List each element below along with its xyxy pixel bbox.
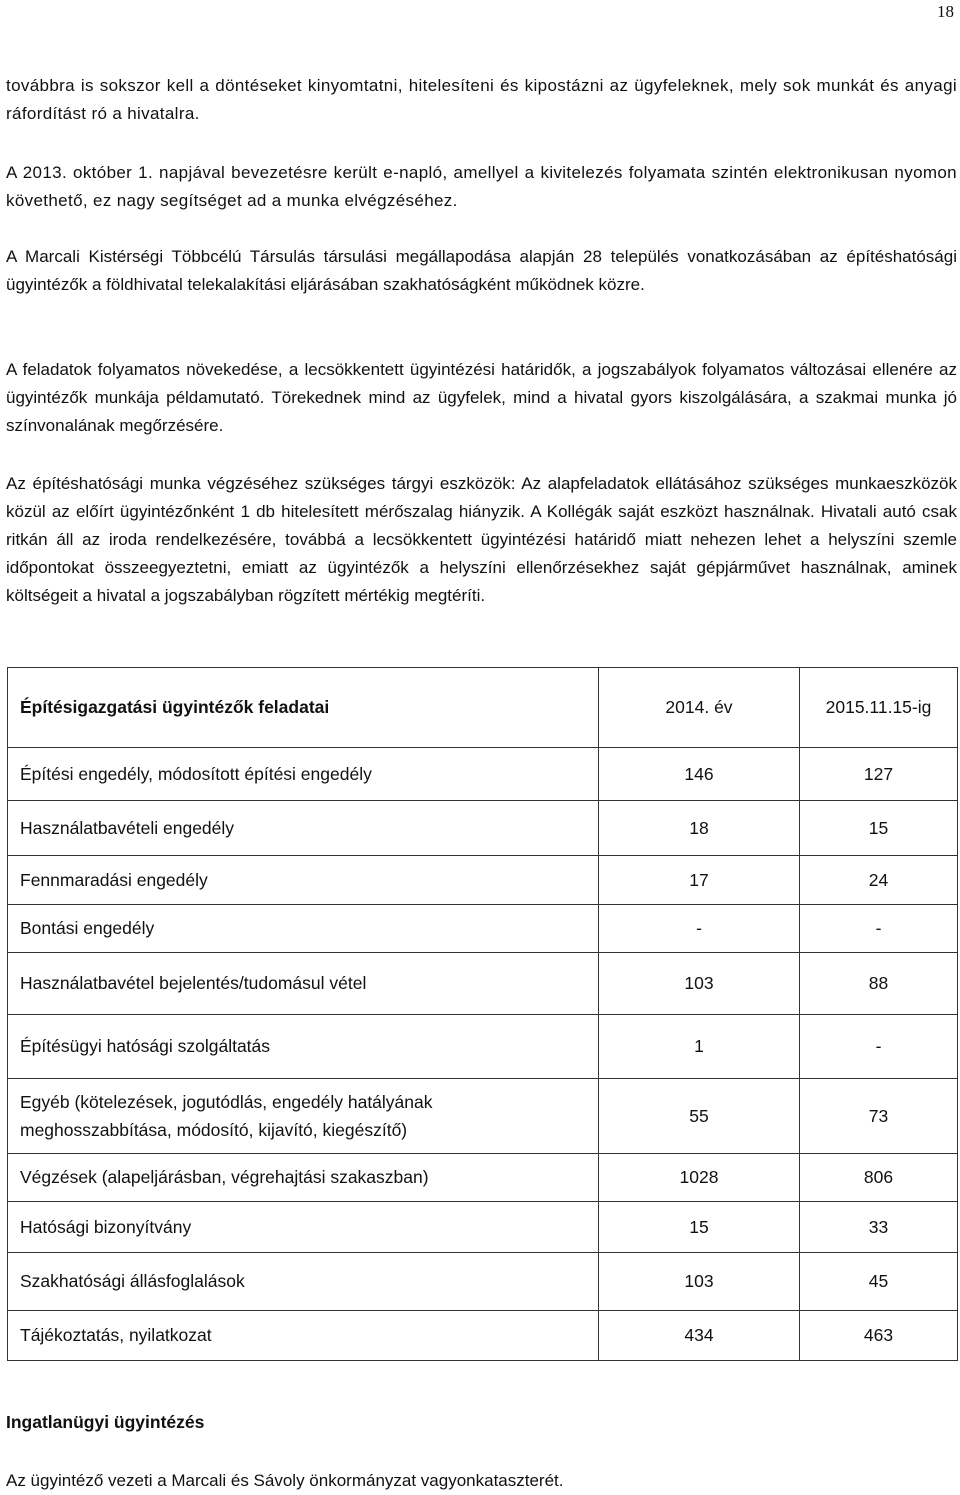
row-value-2015: 127 (800, 748, 958, 801)
paragraph-e-naplo: A 2013. október 1. napjával bevezetésre került e-napló, amellyel a kivitelezés folyamata szintén elektronikusan nyomon követhető, ez nagy segítséget ad a munka elvégzéséhez. (6, 163, 957, 210)
row-value-2014: 15 (599, 1202, 800, 1253)
row-value-2014: 103 (599, 1253, 800, 1311)
row-value-2015: 806 (800, 1154, 958, 1202)
paragraph-vagyonkataszter: Az ügyintéző vezeti a Marcali és Sávoly önkormányzat vagyonkataszterét. (6, 1471, 564, 1490)
table-row (8, 1253, 958, 1311)
paragraph-feladatok: A feladatok folyamatos növekedése, a lecsökkentett ügyintézési határidők, a jogszabályok folyamatos változásai ellenére az ügyintézők munkája példamutató. Törekednek mind az ügyfelek, mind a hivatal gyors kiszolgálására, a szakmai munka jó színvonalának megőrzésére. (6, 360, 957, 435)
row-value-2015: 15 (800, 801, 958, 856)
row-label: Végzések (alapeljárásban, végrehajtási szakaszban) (8, 1154, 599, 1202)
row-value-2014: - (599, 905, 800, 953)
row-value-2014: 103 (599, 953, 800, 1015)
header-2014: 2014. év (599, 668, 800, 748)
table-row (8, 748, 958, 801)
table-row (8, 905, 958, 953)
row-label: Bontási engedély (8, 905, 599, 953)
row-value-2014: 18 (599, 801, 800, 856)
row-label: Építési engedély, módosított építési engedély (8, 748, 599, 801)
row-value-2014: 55 (599, 1079, 800, 1154)
table-row (8, 1311, 958, 1361)
row-value-2015: 88 (800, 953, 958, 1015)
row-label: Hatósági bizonyítvány (8, 1202, 599, 1253)
table-row (8, 953, 958, 1015)
row-label: Használatbavételi engedély (8, 801, 599, 856)
paragraph-printing-costs: továbbra is sokszor kell a döntéseket kinyomtatni, hitelesíteni és kipostázni az ügyfeleknek, mely sok munkát és anyagi ráfordítást ró a hivatalra. (6, 76, 957, 123)
table-row (8, 1154, 958, 1202)
row-value-2014: 1 (599, 1015, 800, 1079)
table-row (8, 1079, 958, 1154)
row-label: Szakhatósági állásfoglalások (8, 1253, 599, 1311)
page-number: 18 (937, 2, 954, 21)
row-value-2014: 146 (599, 748, 800, 801)
row-label: Használatbavétel bejelentés/tudomásul vétel (8, 953, 599, 1015)
row-value-2015: - (800, 905, 958, 953)
row-value-2015: 33 (800, 1202, 958, 1253)
table-row (8, 856, 958, 905)
row-value-2015: - (800, 1015, 958, 1079)
statistics-table (7, 667, 958, 1361)
section-heading-ingatlanugy: Ingatlanügyi ügyintézés (6, 1412, 205, 1432)
paragraph-kisterseg: A Marcali Kistérségi Többcélú Társulás társulási megállapodása alapján 28 település vonatkozásában az építéshatósági ügyintézők a földhivatal telekalakítási eljárásában szakhatóságként működnek közre. (6, 247, 957, 294)
row-label: Fennmaradási engedély (8, 856, 599, 905)
header-task: Építésigazgatási ügyintézők feladatai (8, 668, 599, 748)
header-2015: 2015.11.15-ig (800, 668, 958, 748)
row-value-2015: 24 (800, 856, 958, 905)
table-header-row (8, 668, 958, 748)
row-label: Tájékoztatás, nyilatkozat (8, 1311, 599, 1361)
row-label: Egyéb (kötelezések, jogutódlás, engedély hatályának meghosszabbítása, módosító, kijavító, kiegészítő) (8, 1079, 599, 1154)
row-value-2015: 73 (800, 1079, 958, 1154)
paragraph-eszkozok: Az építéshatósági munka végzéséhez szükséges tárgyi eszközök: Az alapfeladatok ellátásához szükséges munkaeszközök közül az előírt ügyintézőnként 1 db hitelesített mérőszalag hiányzik. A Kollégák saját eszközt használnak. Hivatali autó csak ritkán áll az iroda rendelkezésére, továbbá a lecsökkentett ügyintézési határidő miatt nehezen lehet a helyszíni szemle időpontokat összeegyeztetni, emiatt az ügyintézők a helyszíni ellenőrzésekhez saját gépjárművet használnak, aminek költségeit a hivatal a jogszabályban rögzített mértékig megtéríti. (6, 474, 957, 605)
row-value-2015: 463 (800, 1311, 958, 1361)
row-value-2014: 434 (599, 1311, 800, 1361)
table-row (8, 801, 958, 856)
row-value-2014: 17 (599, 856, 800, 905)
row-value-2014: 1028 (599, 1154, 800, 1202)
row-label: Építésügyi hatósági szolgáltatás (8, 1015, 599, 1079)
row-value-2015: 45 (800, 1253, 958, 1311)
table-row (8, 1202, 958, 1253)
table-row (8, 1015, 958, 1079)
